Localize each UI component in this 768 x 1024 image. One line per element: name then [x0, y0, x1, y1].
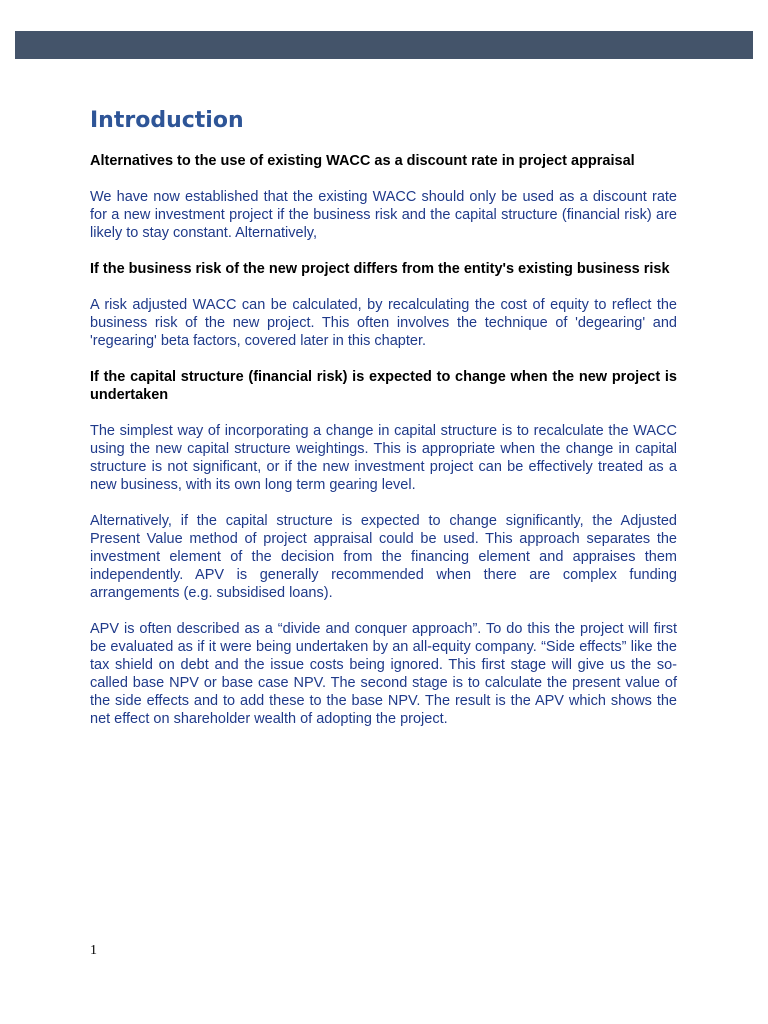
- page-title: Introduction: [90, 108, 244, 133]
- paragraph-risk-adjusted-wacc: A risk adjusted WACC can be calculated, by recalculating the cost of equity to reflect the business risk of the new project. This often involves the technique of 'degearing' and 'regearing' beta factors, covered later in this chapter.: [90, 297, 677, 349]
- document-content: [90, 104, 677, 746]
- paragraph-apv-method: Alternatively, if the capital structure is expected to change significantly, the Adjusted Present Value method of project appraisal could be used. This approach separates the investment element of the decision from the financing element and appraises them independently. APV is generally recommended when there are complex funding arrangements (e.g. subsidised loans).: [90, 513, 677, 601]
- subheading-alternatives: Alternatives to the use of existing WACC as a discount rate in project appraisal: [90, 153, 635, 169]
- paragraph-divide-and-conquer: APV is often described as a “divide and conquer approach”. To do this the project will first be evaluated as if it were being undertaken by an all-equity company. “Side effects” like the tax shield on debt and the issue costs being ignored. This first stage will give us the so-called base NPV or base case NPV. The second stage is to calculate the present value of the side effects and to add these to the base NPV. The result is the APV which shows the net effect on shareholder wealth of adopting the project.: [90, 621, 677, 727]
- subheading-business-risk: If the business risk of the new project differs from the entity's existing business risk: [90, 261, 670, 277]
- page-number: 1: [90, 943, 97, 958]
- paragraph-intro: We have now established that the existing WACC should only be used as a discount rate for a new investment project if the business risk and the capital structure (financial risk) are likely to stay constant. Alternatively,: [90, 189, 677, 241]
- subheading-capital-structure: If the capital structure (financial risk) is expected to change when the new project is undertaken: [90, 369, 677, 403]
- header-bar: [15, 31, 753, 59]
- paragraph-simplest-way: The simplest way of incorporating a change in capital structure is to recalculate the WACC using the new capital structure weightings. This is appropriate when the change in capital structure is not significant, or if the new investment project can be effectively treated as a new business, with its own long term gearing level.: [90, 423, 677, 493]
